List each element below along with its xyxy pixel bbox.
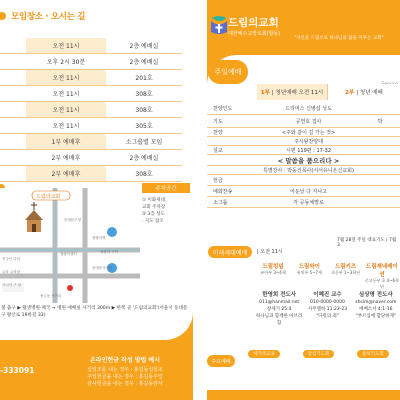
- worship-order: [207, 102, 400, 208]
- schedule-cell: 오전 11시: [26, 38, 106, 53]
- directions-text: 철 출구 ▶ 왕생병원·폐국 → 병원 예배실 사거리 300m ▶ 한쪽 골 '드림의교회'(서울시 동대문구 왕산로 19바길 33): [1, 306, 188, 318]
- schedule-cell: 201호: [135, 75, 153, 82]
- parking-line: 교회 주차장: [142, 205, 166, 210]
- schedule-row: [0, 38, 182, 54]
- order-row: [207, 155, 400, 166]
- denomination: 대한예수교장로회(합동): [228, 31, 281, 37]
- teacher-contact: 011@hanmail.net: [259, 300, 300, 305]
- team-age: 중고등부 초 4~6학년: [364, 278, 399, 289]
- map-label: 동대문사거리: [92, 266, 113, 270]
- team-item: [255, 262, 291, 290]
- teacher-contact: 010-0000-0000: [310, 300, 345, 305]
- footer-tag[interactable]: 새가족교육: [248, 350, 280, 358]
- schedule-row: [0, 134, 182, 150]
- schedule-cell: 308호: [135, 91, 153, 98]
- schedule-row: [0, 54, 182, 70]
- order-value: 각 공동체별로: [293, 199, 324, 206]
- offering-box: [60, 355, 190, 388]
- first-service-number: 1부: [260, 90, 270, 96]
- teacher-name: 이혜진 교수: [313, 292, 342, 298]
- schedule-cell: 오전 11시: [26, 102, 106, 117]
- map-label: 주차 주차장: [2, 270, 21, 274]
- schedule-card: [0, 0, 193, 340]
- order-row: [207, 128, 400, 137]
- schedule-cell: 2부 예배후: [26, 166, 106, 181]
- order-key: 찬양: [213, 129, 223, 136]
- church-motto: "자신을 드림으로 하나님의 꿈을 이루는 교회": [294, 36, 384, 41]
- order-value: 주시왕찬양대: [294, 138, 323, 145]
- schedule-cell: 오후 2시 30분: [26, 54, 106, 69]
- schedule-cell: 2층 예배실: [129, 43, 159, 50]
- schedule-table: [0, 38, 182, 182]
- footer-tags: [237, 350, 400, 358]
- team-item: [328, 262, 364, 290]
- footer-tag[interactable]: 암심기도회: [303, 350, 335, 358]
- schedule-row: [0, 118, 182, 134]
- next-gen-time: | 오전 11시: [257, 249, 283, 255]
- order-value-2: 박: [377, 118, 383, 125]
- schedule-row: [0, 102, 182, 118]
- order-row: [207, 146, 400, 155]
- teacher-name: 한영희 전도사: [262, 292, 297, 298]
- schedule-cell: 오전 11시: [26, 86, 106, 101]
- map-label: 동대문구청: [64, 218, 81, 222]
- schedule-cell: 오전 11시: [26, 70, 106, 85]
- map-label: 청량리 구역: [100, 250, 119, 254]
- schedule-row: [0, 70, 182, 86]
- parking-title: 주차공간: [142, 183, 190, 193]
- team-age: 유아부 3~4세: [260, 270, 286, 275]
- verse-title: "부르심에 합당하게": [355, 314, 396, 319]
- team-list: [255, 262, 400, 290]
- first-service: [257, 84, 327, 100]
- phone-number: -333091: [0, 366, 35, 375]
- order-value: 시편 119편 : 17-32: [285, 147, 331, 154]
- offering-line: 주일헌금을 내는 경우 : 홍길동주일: [87, 374, 163, 380]
- order-row: [207, 102, 400, 115]
- parking-line: ② 3층 성도: [142, 212, 165, 217]
- order-row: [207, 175, 400, 186]
- offering-line: 십일조를 내는 경우 : 홍길동십일조: [87, 367, 163, 373]
- order-row: [207, 166, 400, 175]
- schedule-cell: 2부 예배후: [26, 150, 106, 165]
- verse-ref: 사무엘하 11:23-23: [307, 307, 348, 312]
- verse-title: "다윗의 죄": [316, 314, 339, 319]
- parking-box: [142, 183, 190, 225]
- team-name: 드림키즈: [334, 264, 357, 270]
- teacher-name: 심상명 전도사: [358, 292, 393, 298]
- team-item: [364, 262, 400, 290]
- order-row: [207, 197, 400, 208]
- date-note: 7월 28일 주일 대표기도 | 7월 3: [337, 238, 397, 248]
- next-gen-tag: 미래세대예배: [208, 246, 252, 258]
- map-label: 청량리센터: [60, 252, 77, 256]
- church-logo-icon: [209, 14, 229, 38]
- schedule-cell: 1부 예배후: [26, 134, 106, 149]
- order-value: <주와 같이 길 가는 것>: [281, 129, 336, 136]
- team-age: 유치부 5~7세: [296, 270, 322, 275]
- parking-line: · 지도 참조: [142, 219, 164, 224]
- footer-tag[interactable]: 중보기도회: [357, 350, 389, 358]
- place-heading-text: 모임장소 · 오시는 길: [11, 12, 86, 22]
- second-service: [327, 84, 400, 100]
- service-header: [257, 84, 400, 100]
- order-row: [207, 137, 400, 146]
- teacher-list: [255, 292, 400, 327]
- teacher-contact: shsim@naver.com: [355, 300, 397, 305]
- right-panel: [207, 0, 400, 400]
- order-key: 찬양인도: [213, 105, 233, 112]
- teacher-item: [352, 292, 400, 327]
- map-label: 청량리역: [92, 236, 106, 240]
- order-value: 공연호 집사: [295, 118, 322, 125]
- order-value: 드리머스 신병섭 성도: [285, 105, 332, 112]
- place-heading: [0, 8, 85, 24]
- schedule-cell: 308호: [135, 107, 153, 114]
- team-item: [291, 262, 327, 290]
- schedule-cell: 308호: [135, 171, 153, 178]
- second-service-desc: | 청년 예배: [356, 90, 383, 96]
- schedule-row: [0, 150, 182, 166]
- order-row: [207, 186, 400, 197]
- map-label: 진주인 다리: [2, 257, 21, 261]
- team-name: 드림킹덤: [262, 264, 284, 270]
- schedule-row: [0, 166, 182, 182]
- order-value: 특별강사 : 박동진목사(서서유니온신교회): [263, 167, 354, 174]
- teacher-item: [303, 292, 351, 327]
- map-label: 시니사 구 장: [2, 283, 22, 287]
- footer-left-tag: 주요예배: [207, 355, 235, 367]
- order-row: [207, 115, 400, 128]
- left-panel: [0, 0, 193, 400]
- verse-title: 하나님과 함께한 아브라함: [255, 314, 303, 326]
- first-service-desc: | 청년예배 오전 11시: [271, 90, 324, 96]
- offering-line: 감사헌금을 내는 경우 : 홍길동감사: [87, 381, 163, 387]
- order-key: 헌금: [213, 177, 223, 184]
- church-name: 드림의교회: [228, 17, 279, 29]
- map-label: 용두동 사거리: [40, 294, 62, 298]
- team-age: 초등부 1~3학년: [331, 270, 361, 275]
- parking-line: ① 이화세대: [142, 198, 165, 203]
- order-key: 소그룹: [213, 199, 228, 206]
- bullet-dot: [0, 12, 6, 20]
- order-key: 설교: [213, 147, 223, 154]
- map-church-label: 드림의교회: [36, 194, 61, 200]
- schedule-cell: 소그룹별 모임: [125, 139, 163, 146]
- order-key: 기도: [213, 118, 223, 125]
- schedule-cell: 2층 예배실: [129, 155, 159, 162]
- team-name: 드림와이: [298, 264, 320, 270]
- schedule-cell: 2층 예배실: [129, 59, 159, 66]
- brand-header: [207, 12, 400, 42]
- worship-tag: 주일예배: [208, 60, 248, 84]
- teacher-item: [255, 292, 303, 327]
- schedule-row: [0, 86, 182, 102]
- order-value: 어둔날 다 지나고: [290, 188, 327, 195]
- team-name: 드림제네레이션: [365, 264, 398, 278]
- schedule-cell: 오전 11시: [26, 118, 106, 133]
- verse-ref: 창세기 25:4: [266, 307, 292, 312]
- offering-title: 온라인헌금 작성 방법 예시: [89, 357, 161, 364]
- order-value: < 말씀을 품으리다 >: [277, 156, 340, 165]
- order-key: 예화찬송: [213, 188, 233, 195]
- schedule-cell: 305호: [135, 123, 153, 130]
- verse-ref: 에베소서 4:1-16: [359, 307, 393, 312]
- second-service-number: 2부: [345, 90, 355, 96]
